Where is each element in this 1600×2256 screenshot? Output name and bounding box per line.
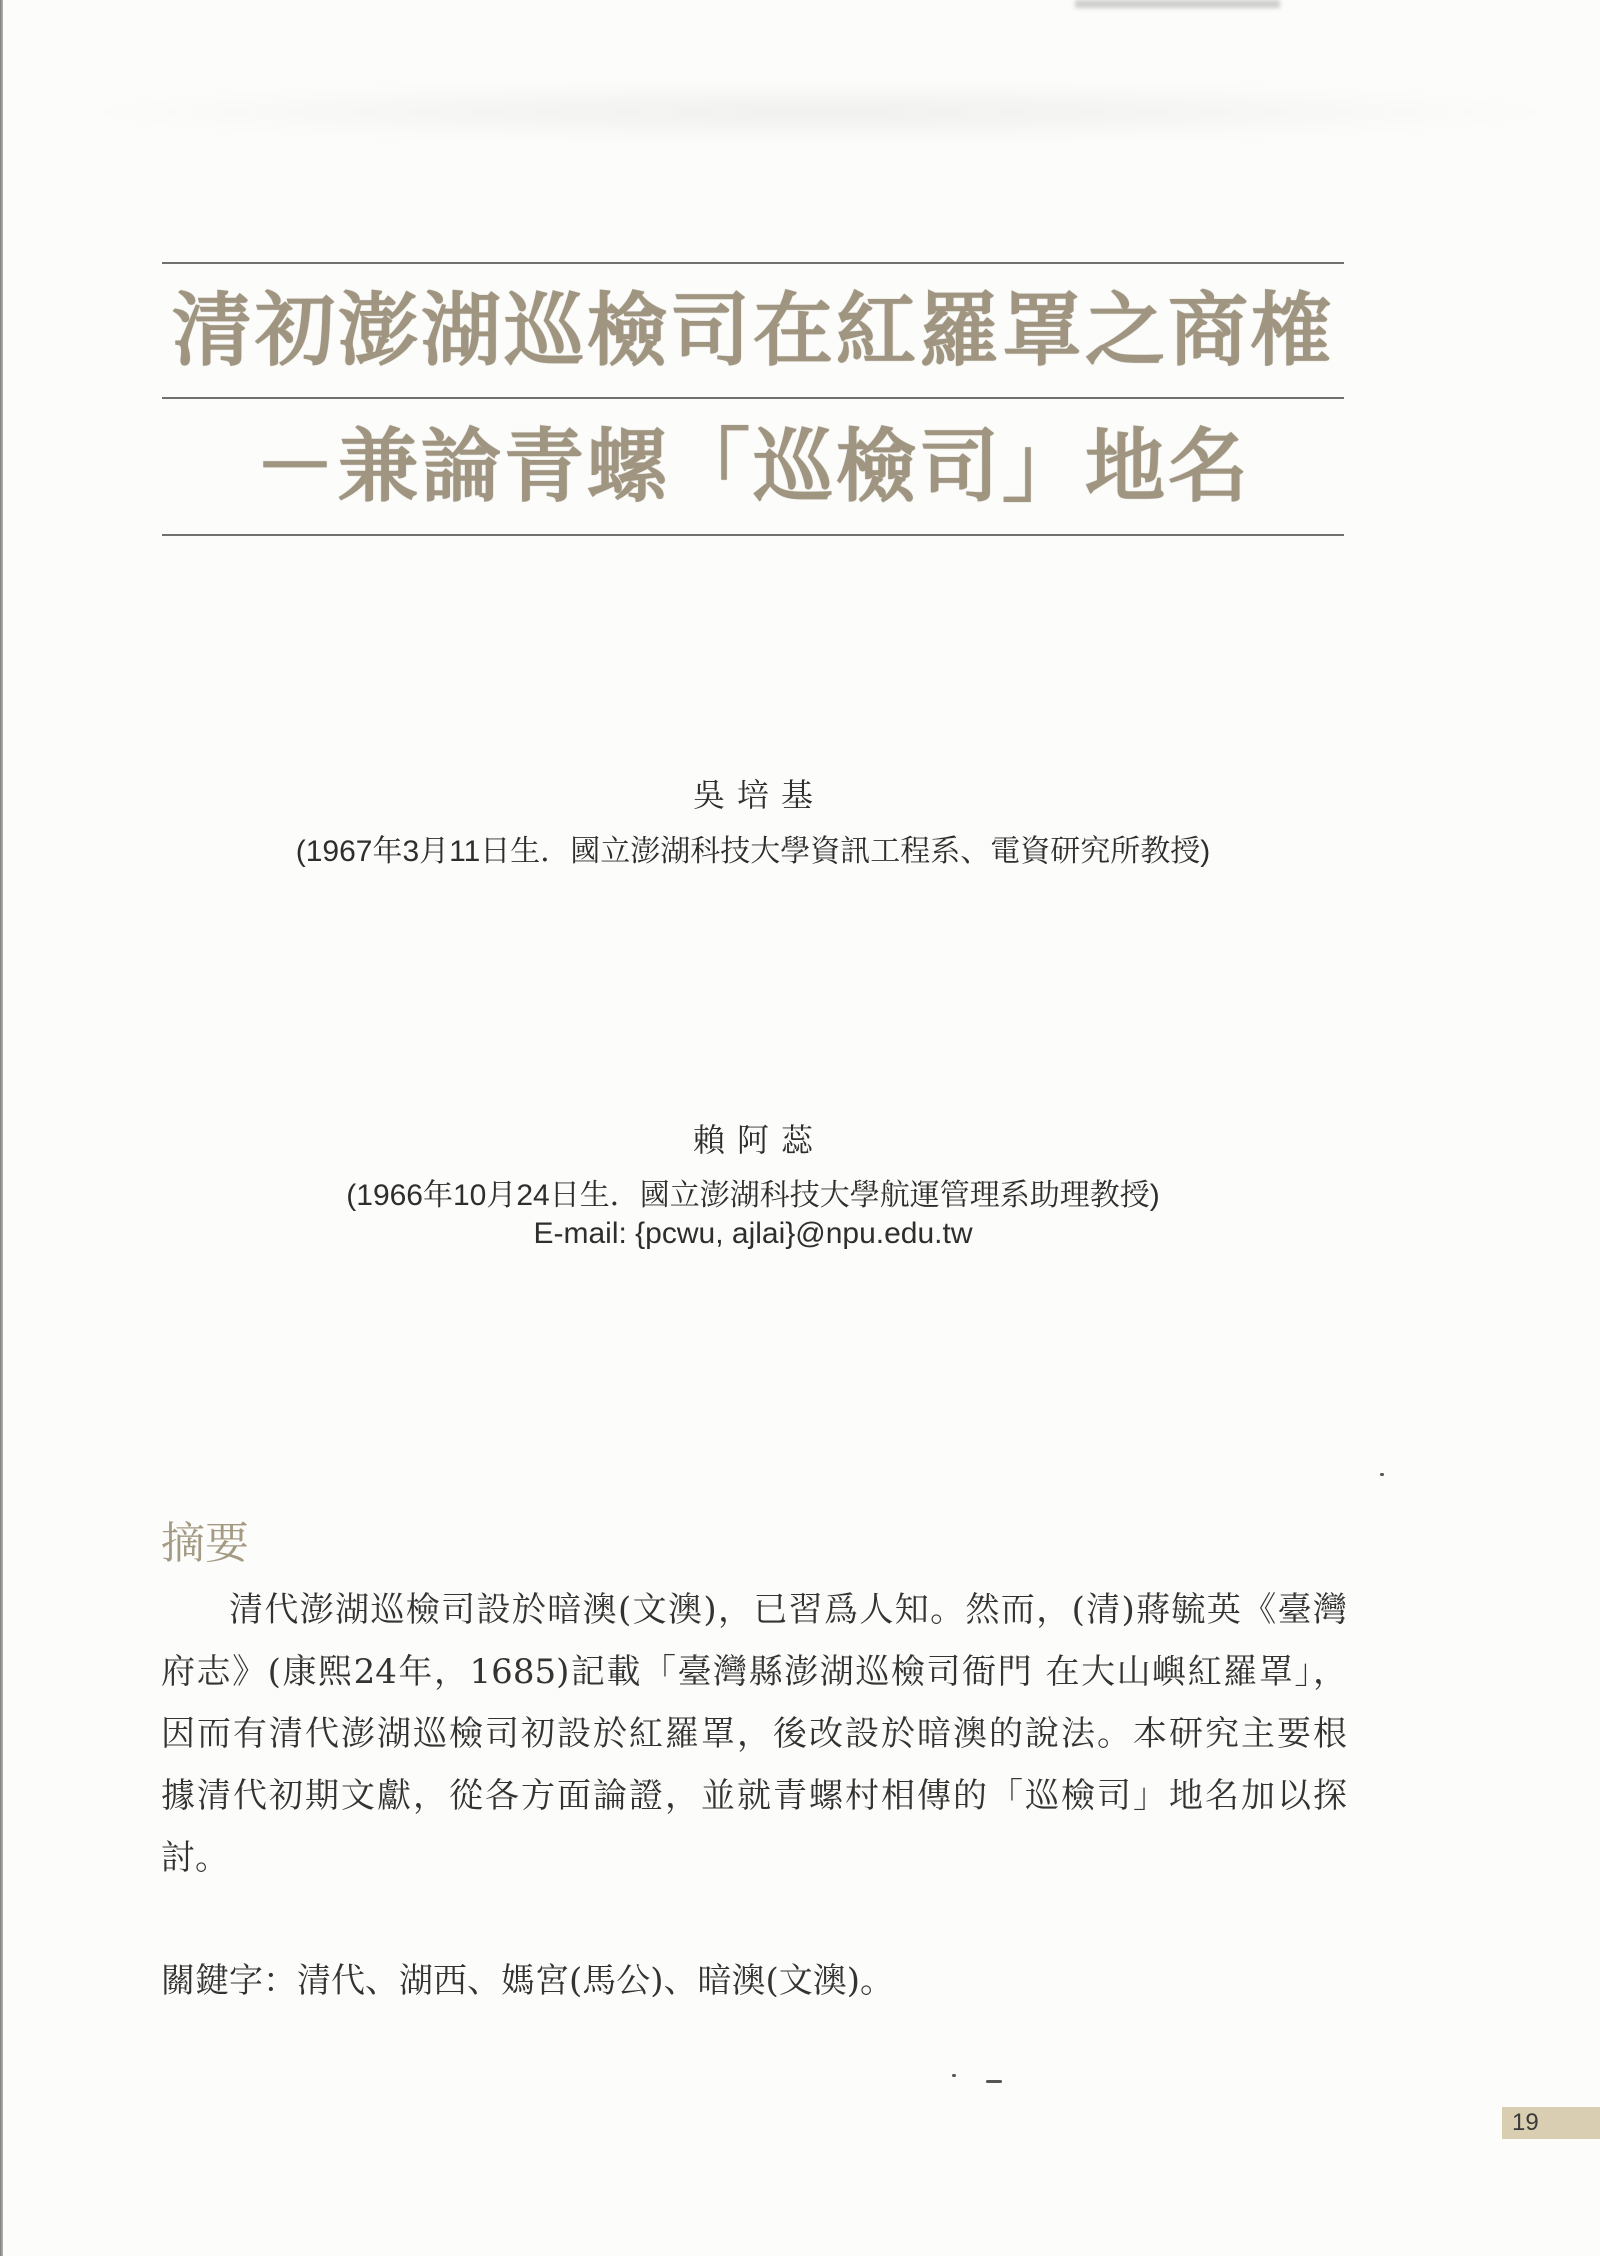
author-name-1: 吳培基 [692,776,825,814]
scan-speck [1380,1473,1384,1476]
article-title-line-2: －兼論青螺「巡檢司」地名 [255,419,1251,513]
article-title-line-1: 清初澎湖巡檢司在紅羅罩之商榷 [172,283,1334,377]
scan-speck [952,2074,956,2077]
scan-shadow-band [60,82,1580,142]
author-affiliation-2: (1966年10月24日生．國立澎湖科技大學航運管理系助理教授) [346,1179,1160,1212]
author-name-2: 賴阿蕊 [692,1121,825,1159]
abstract-line: 清代澎湖巡檢司設於暗澳(文澳)，已習爲人知。然而，(清)蔣毓英《臺灣 [229,1590,1347,1630]
scan-edge [0,0,3,2256]
author-affiliation-1: (1967年3月11日生．國立澎湖科技大學資訊工程系、電資研究所教授) [295,835,1211,868]
author-info-2 [162,1177,1344,1253]
abstract-line: 據清代初期文獻，從各方面論證，並就青螺村相傳的「巡檢司」地名加以探 [161,1776,1347,1816]
page-number: 19 [1512,2109,1539,2136]
title-rule-bottom [162,534,1344,536]
scan-speck [986,2080,1002,2083]
scan-bleed-through [1075,0,1280,8]
abstract-body [161,1579,1347,1889]
page-number-tab [1502,2107,1600,2139]
abstract-line: 府志》(康熙24年，1685)記載「臺灣縣澎湖巡檢司衙門 在大山嶼紅羅罩」， [161,1652,1347,1692]
abstract-line: 因而有清代澎湖巡檢司初設於紅羅罩，後改設於暗澳的說法。本研究主要根 [161,1714,1347,1754]
author-info-1 [162,833,1344,871]
author-email: E-mail: {pcwu, ajlai}@npu.edu.tw [533,1217,973,1250]
keywords-line: 關鍵字：清代、湖西、媽宮(馬公)、暗澳(文澳)。 [161,1961,895,2001]
abstract-line: 討。 [161,1838,229,1878]
abstract-heading: 摘要 [161,1519,249,1568]
